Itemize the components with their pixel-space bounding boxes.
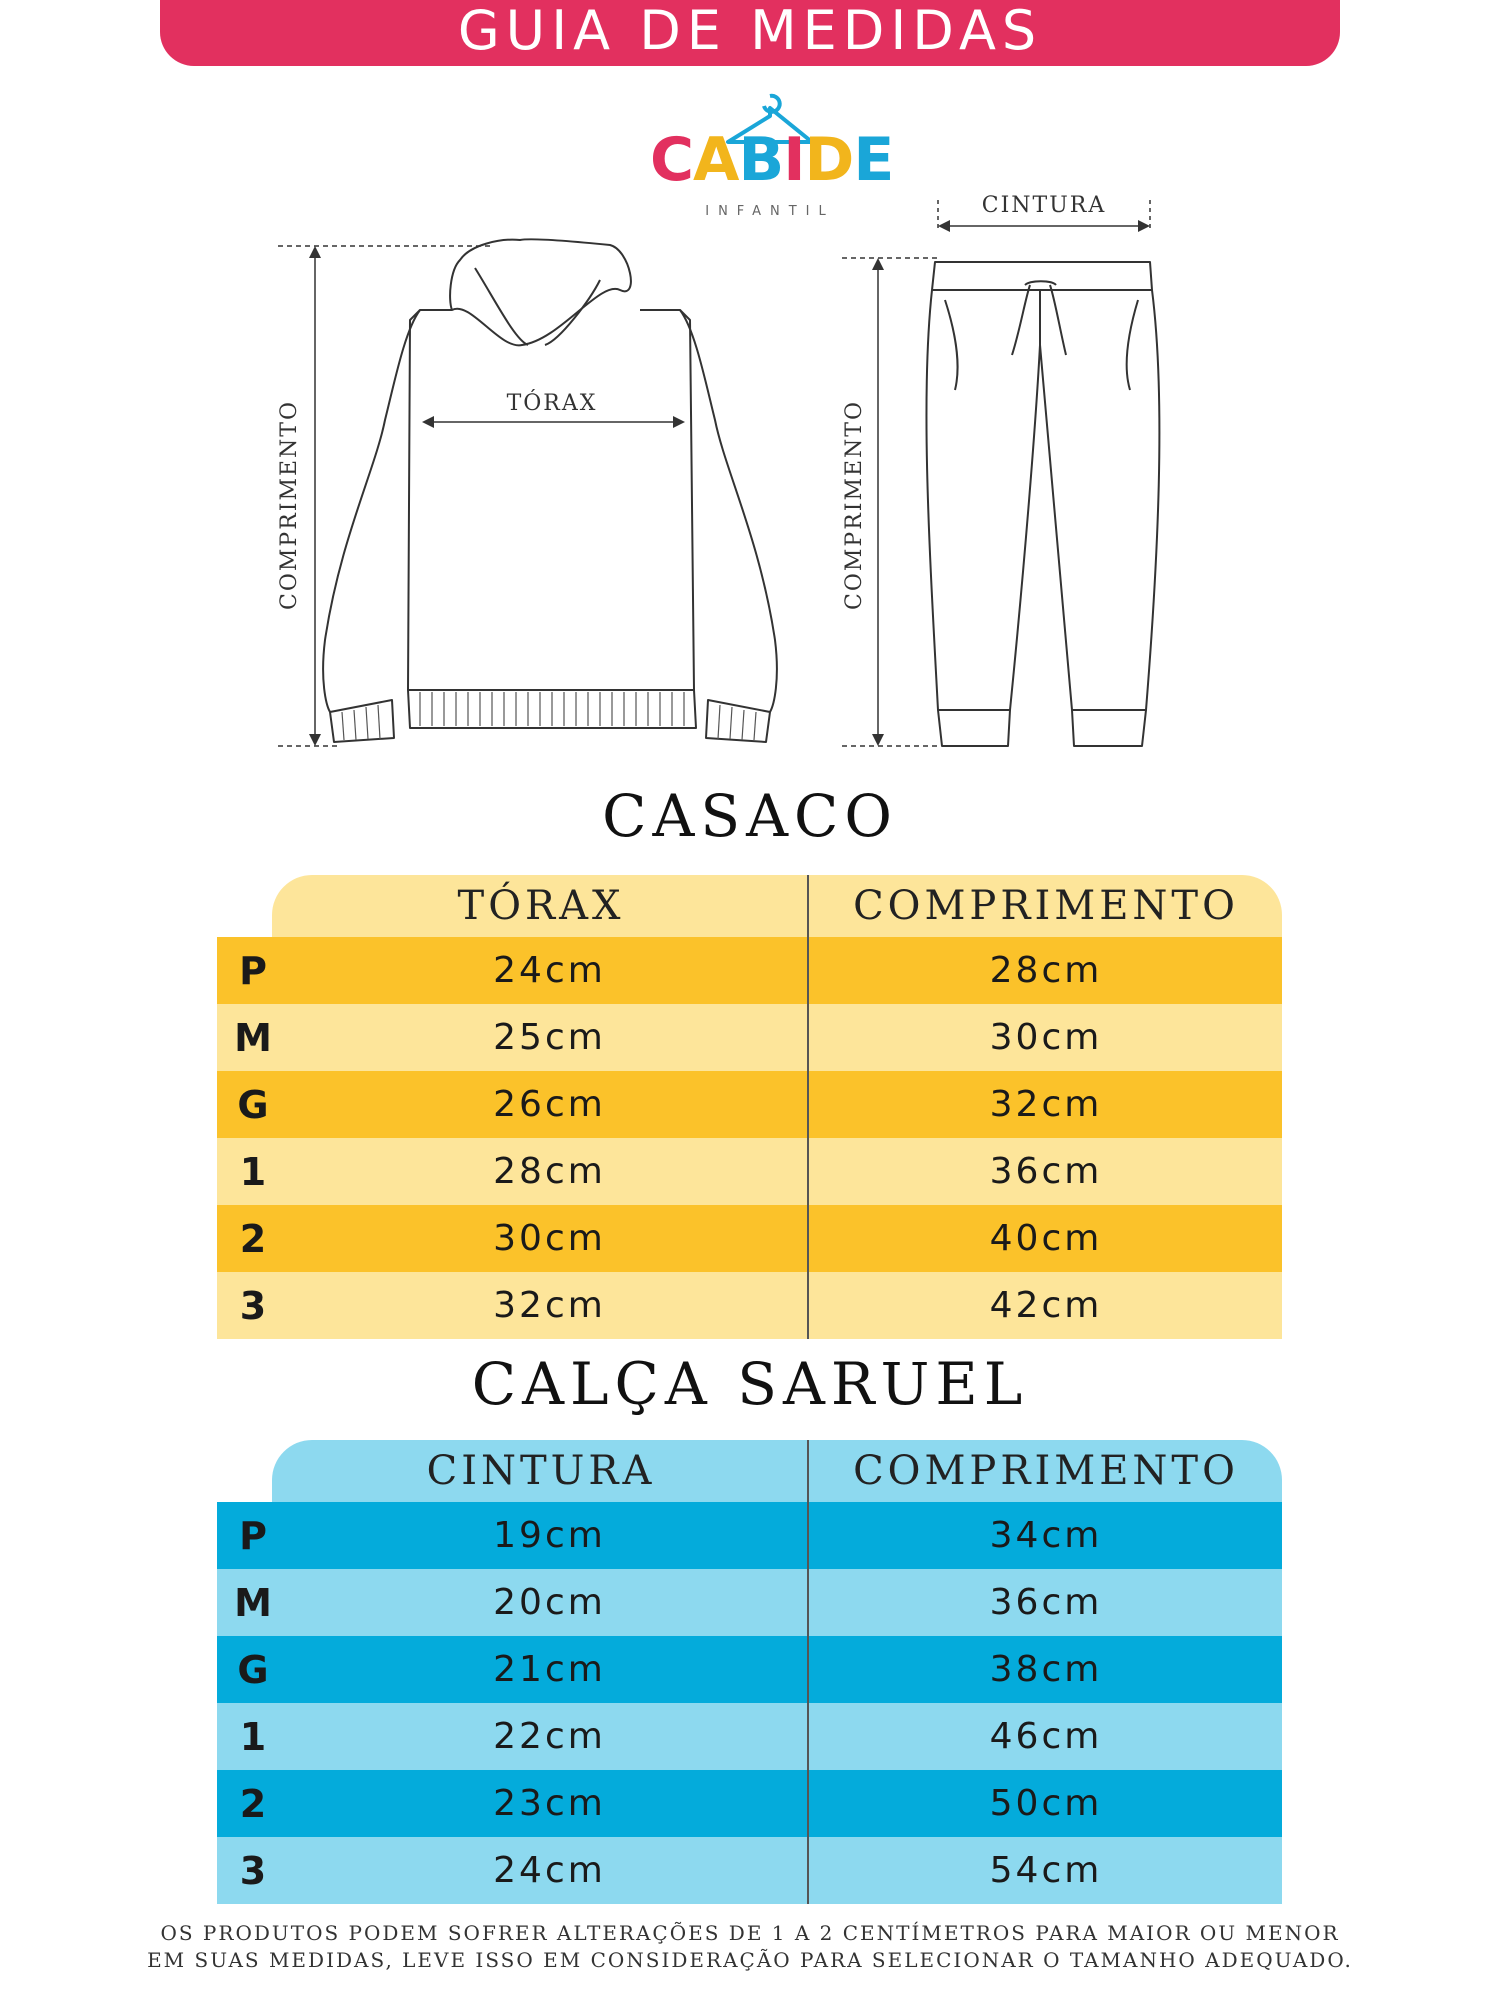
cintura-value: 21cm	[493, 1649, 606, 1690]
cintura-value: 20cm	[493, 1582, 606, 1623]
table-row	[217, 1636, 1282, 1703]
brand-subtitle: INFANTIL	[705, 204, 835, 219]
calca-title: CALÇA SARUEL	[471, 1350, 1029, 1418]
casaco-title: CASACO	[602, 782, 898, 850]
torax-value: 30cm	[493, 1218, 606, 1259]
comprimento-value: 38cm	[989, 1649, 1103, 1690]
pants-drawing	[926, 262, 1159, 746]
size-label: 1	[239, 1714, 267, 1759]
torax-value: 25cm	[493, 1017, 606, 1058]
jacket-length-label: COMPRIMENTO	[277, 400, 302, 610]
disclaimer-note	[0, 1920, 1500, 1974]
disclaimer-line-1: OS PRODUTOS PODEM SOFRER ALTERAÇÕES DE 1 A 2 CENTÍMETROS PARA MAIOR OU MENOR	[160, 1921, 1340, 1945]
cintura-value: 24cm	[493, 1850, 606, 1891]
jacket-chest-label: TÓRAX	[506, 391, 598, 416]
table-row	[217, 1502, 1282, 1569]
calca-header-cintura: CINTURA	[426, 1448, 656, 1494]
size-label: 2	[239, 1781, 267, 1826]
size-label: M	[234, 1015, 272, 1060]
calca-table-header	[272, 1440, 1282, 1502]
torax-value: 24cm	[493, 950, 606, 991]
comprimento-value: 40cm	[989, 1218, 1103, 1259]
size-label: P	[239, 948, 267, 993]
table-row	[217, 1205, 1282, 1272]
comprimento-value: 36cm	[989, 1151, 1103, 1192]
table-row	[217, 1138, 1282, 1205]
size-label: 1	[239, 1149, 267, 1194]
comprimento-value: 30cm	[989, 1017, 1103, 1058]
calca-header-comprimento: COMPRIMENTO	[853, 1448, 1239, 1494]
torax-value: 28cm	[493, 1151, 606, 1192]
size-label: G	[237, 1082, 269, 1127]
column-divider	[807, 1440, 809, 1904]
torax-value: 26cm	[493, 1084, 606, 1125]
brand-wordmark: CABIDE	[650, 125, 894, 195]
comprimento-value: 34cm	[989, 1515, 1103, 1556]
size-label: M	[234, 1580, 272, 1625]
table-row	[217, 1569, 1282, 1636]
comprimento-value: 32cm	[989, 1084, 1103, 1125]
casaco-size-table	[217, 875, 1282, 1339]
table-row	[217, 1837, 1282, 1904]
comprimento-value: 50cm	[989, 1783, 1103, 1824]
cintura-value: 23cm	[493, 1783, 606, 1824]
garment-illustration	[0, 0, 1500, 760]
table-row	[217, 937, 1282, 1004]
size-label: P	[239, 1513, 267, 1558]
calca-size-table	[217, 1440, 1282, 1904]
comprimento-value: 36cm	[989, 1582, 1103, 1623]
disclaimer-line-2: EM SUAS MEDIDAS, LEVE ISSO EM CONSIDERAÇÃO PARA SELECIONAR O TAMANHO ADEQUADO.	[147, 1948, 1353, 1972]
casaco-header-comprimento: COMPRIMENTO	[853, 883, 1239, 929]
comprimento-value: 46cm	[989, 1716, 1103, 1757]
page-title: GUIA DE MEDIDAS	[457, 0, 1043, 62]
table-row	[217, 1770, 1282, 1837]
table-row	[217, 1004, 1282, 1071]
casaco-header-torax: TÓRAX	[457, 883, 625, 929]
table-row	[217, 1071, 1282, 1138]
column-divider	[807, 875, 809, 1339]
pants-waist-label: CINTURA	[981, 193, 1107, 218]
comprimento-value: 54cm	[989, 1850, 1103, 1891]
cintura-value: 22cm	[493, 1716, 606, 1757]
table-row	[217, 1272, 1282, 1339]
casaco-table-header	[272, 875, 1282, 937]
hoodie-drawing	[323, 239, 777, 742]
torax-value: 32cm	[493, 1285, 606, 1326]
comprimento-value: 42cm	[989, 1285, 1103, 1326]
size-label: 3	[239, 1848, 267, 1893]
size-label: 3	[239, 1283, 267, 1328]
size-label: 2	[239, 1216, 267, 1261]
comprimento-value: 28cm	[989, 950, 1103, 991]
size-label: G	[237, 1647, 269, 1692]
cintura-value: 19cm	[493, 1515, 606, 1556]
table-row	[217, 1703, 1282, 1770]
pants-length-label: COMPRIMENTO	[842, 400, 867, 610]
